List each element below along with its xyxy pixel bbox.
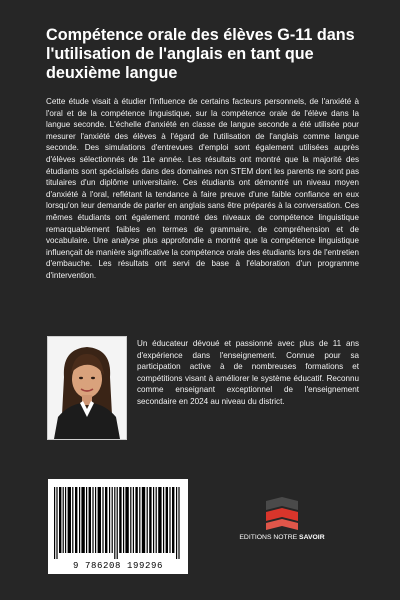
publisher-logo-icon [262,497,302,531]
author-photo [47,336,127,440]
book-abstract: Cette étude visait à étudier l'influence de certains facteurs personnels, de l'anxiété à l'oral et de la compétence linguistique, sur la compétence orale de l'élève dans la langue seconde. L'échelle d'anxiété en classe de langue seconde a été utilisée pour mesurer l'anxiété des élèves à l'égard de l'utilisation de l'anglais comme langue seconde. Des simulations d'entrevues d'emploi sont également utilisées auprès d'élèves sélectionnés de 11e année. Les résultats ont montré que la majorité des étudiants sont spécialisés dans des domaines non STEM dont les parents ne sont pas titulaires d'un diplôme universitaire. Ces étudiants ont démontré un niveau moyen d'anxiété à l'oral, reflétant la tendance à faire preuve d'une faible confiance en eux lorsqu'on leur demande de parler en anglais sans être préparés à la conversation. Ces mêmes étudiants ont également montré des niveaux de compétence linguistique remarquablement faibles en termes de grammaire, de compréhension et de vocabulaire. Une analyse plus approfondie a montré que la compétence linguistique influençait de manière significative la compétence orale des étudiants lors de l'entretien d'embauche. Les résultats ont servi de base à l'élaboration d'un programme d'intervention. [46,97,359,280]
publisher-block [232,497,332,547]
publisher-name-regular: EDITIONS NOTRE [239,534,300,541]
publisher-name-bold: SAVOIR [299,534,325,541]
author-portrait-image [48,337,126,439]
publisher-name [232,534,332,541]
isbn-number: 9 786208 199296 [72,561,163,571]
book-title: Compétence orale des élèves G-11 dans l'utilisation de l'anglais en tant que deuxième langue [46,26,355,82]
barcode-bars [54,487,182,559]
isbn-barcode [48,479,188,574]
author-bio: Un éducateur dévoué et passionné avec plus de 11 ans d'expérience dans l'enseignement. Connue pour sa participation active à de nombreuses formations et compétitions visant à améliorer le système éducatif. Reconnu comme enseignant exceptionnel de l'enseignement secondaire en 2024 au niveau du district. [137,339,359,406]
